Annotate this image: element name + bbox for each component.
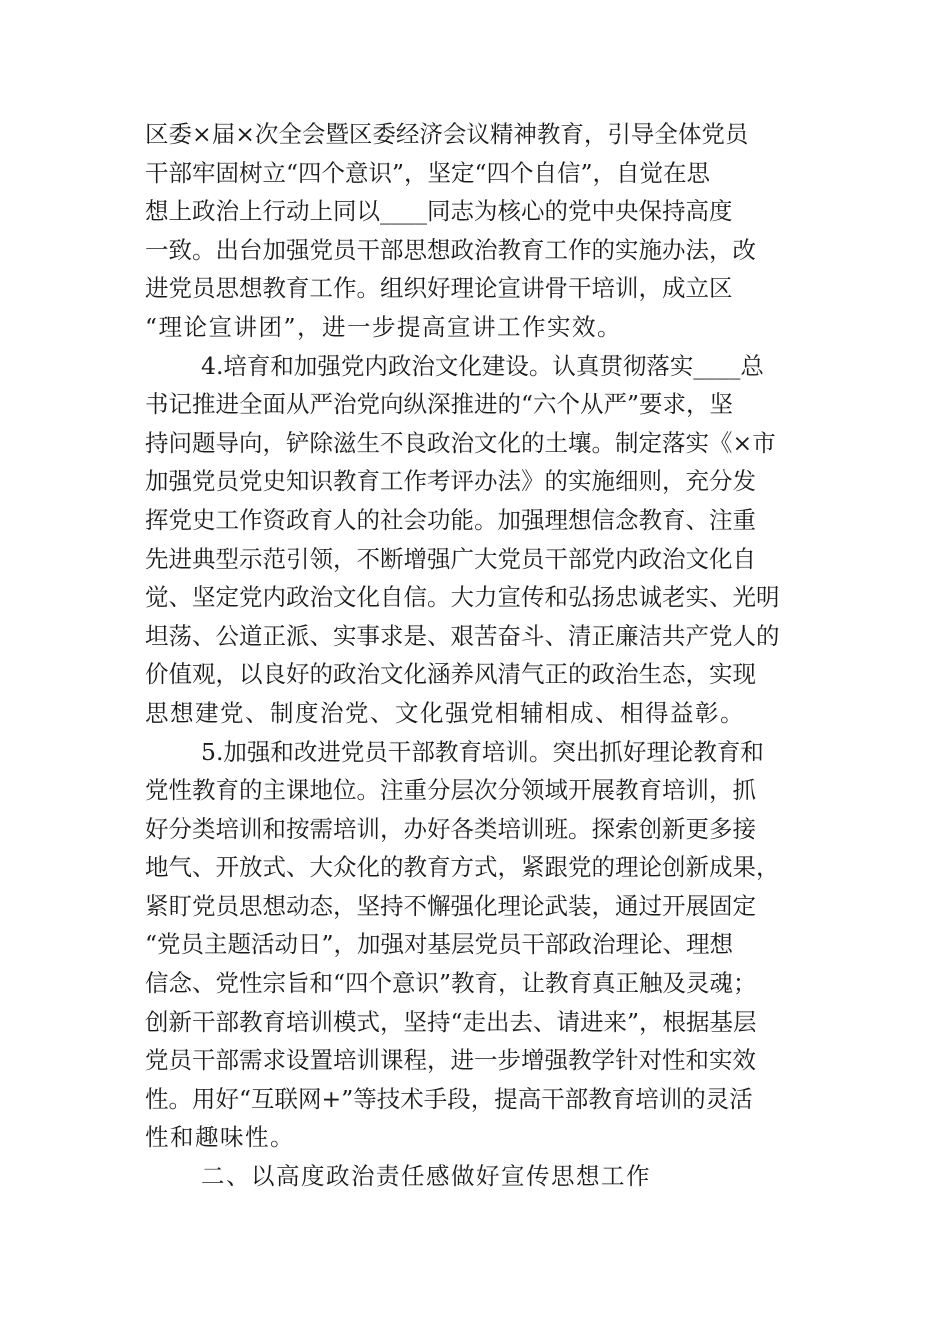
text-line: 书记推进全面从严治党向纵深推进的“六个从严”要求，坚 <box>145 390 734 419</box>
text-line: 持问题导向，铲除滋生不良政治文化的土壤。制定落实《×市 <box>145 428 776 457</box>
text-line: 先进典型示范引领，不断增强广大党员干部党内政治文化自 <box>145 544 756 573</box>
text-line: 党性教育的主课地位。注重分层次分领域开展教育培训，抓 <box>145 776 756 805</box>
text-line: “理论宣讲团”，进一步提高宣讲工作实效。 <box>145 312 623 341</box>
text-line: 价值观，以良好的政治文化涵养风清气正的政治生态，实现 <box>145 660 756 689</box>
text-line: 4.培育和加强党内政治文化建设。认真贯彻落实____总 <box>201 351 764 380</box>
text-line: 创新干部教育培训模式，坚持“走出去、请进来”，根据基层 <box>145 1007 757 1036</box>
text-line: 信念、党性宗旨和“四个意识”教育，让教育真正触及灵魂； <box>145 969 757 998</box>
text-line: 思想建党、制度治党、文化强党相辅相成、相得益彰。 <box>145 698 745 727</box>
text-line: 进党员思想教育工作。组织好理论宣讲骨干培训，成立区 <box>145 274 733 303</box>
text-line: 干部牢固树立“四个意识”，坚定“四个自信”，自觉在思 <box>145 158 711 187</box>
text-line: 党员干部需求设置培训课程，进一步增强教学针对性和实效 <box>145 1046 756 1075</box>
text-line: 好分类培训和按需培训，办好各类培训班。探索创新更多接 <box>145 814 756 843</box>
text-line: 区委×届×次全会暨区委经济会议精神教育，引导全体党员 <box>145 120 749 148</box>
text-line: 坦荡、公道正派、实事求是、艰苦奋斗、清正廉洁共产党人的 <box>145 621 780 650</box>
text-line: 性和趣味性。 <box>145 1123 295 1152</box>
text-line: 二、以高度政治责任感做好宣传思想工作 <box>201 1162 651 1191</box>
text-line: 觉、坚定党内政治文化自信。大力宣传和弘扬忠诚老实、光明 <box>145 583 780 612</box>
text-line: 5.加强和改进党员干部教育培训。突出抓好理论教育和 <box>201 737 764 766</box>
document-body <box>145 115 810 1196</box>
text-line: 地气、开放式、大众化的教育方式，紧跟党的理论创新成果， <box>145 853 780 882</box>
text-line: 性。用好“互联网+”等技术手段，提高干部教育培训的灵活 <box>145 1084 753 1113</box>
text-line: “党员主题活动日”，加强对基层党员干部政治理论、理想 <box>145 930 734 959</box>
text-line: 挥党史工作资政育人的社会功能。加强理想信念教育、注重 <box>145 505 756 534</box>
text-line: 紧盯党员思想动态，坚持不懈强化理论武装，通过开展固定 <box>145 891 756 920</box>
text-line: 加强党员党史知识教育工作考评办法》的实施细则，充分发 <box>145 467 756 496</box>
text-line: 一致。出台加强党员干部思想政治教育工作的实施办法，改 <box>145 235 756 264</box>
text-line: 想上政治上行动上同以____同志为核心的党中央保持高度 <box>145 197 733 226</box>
